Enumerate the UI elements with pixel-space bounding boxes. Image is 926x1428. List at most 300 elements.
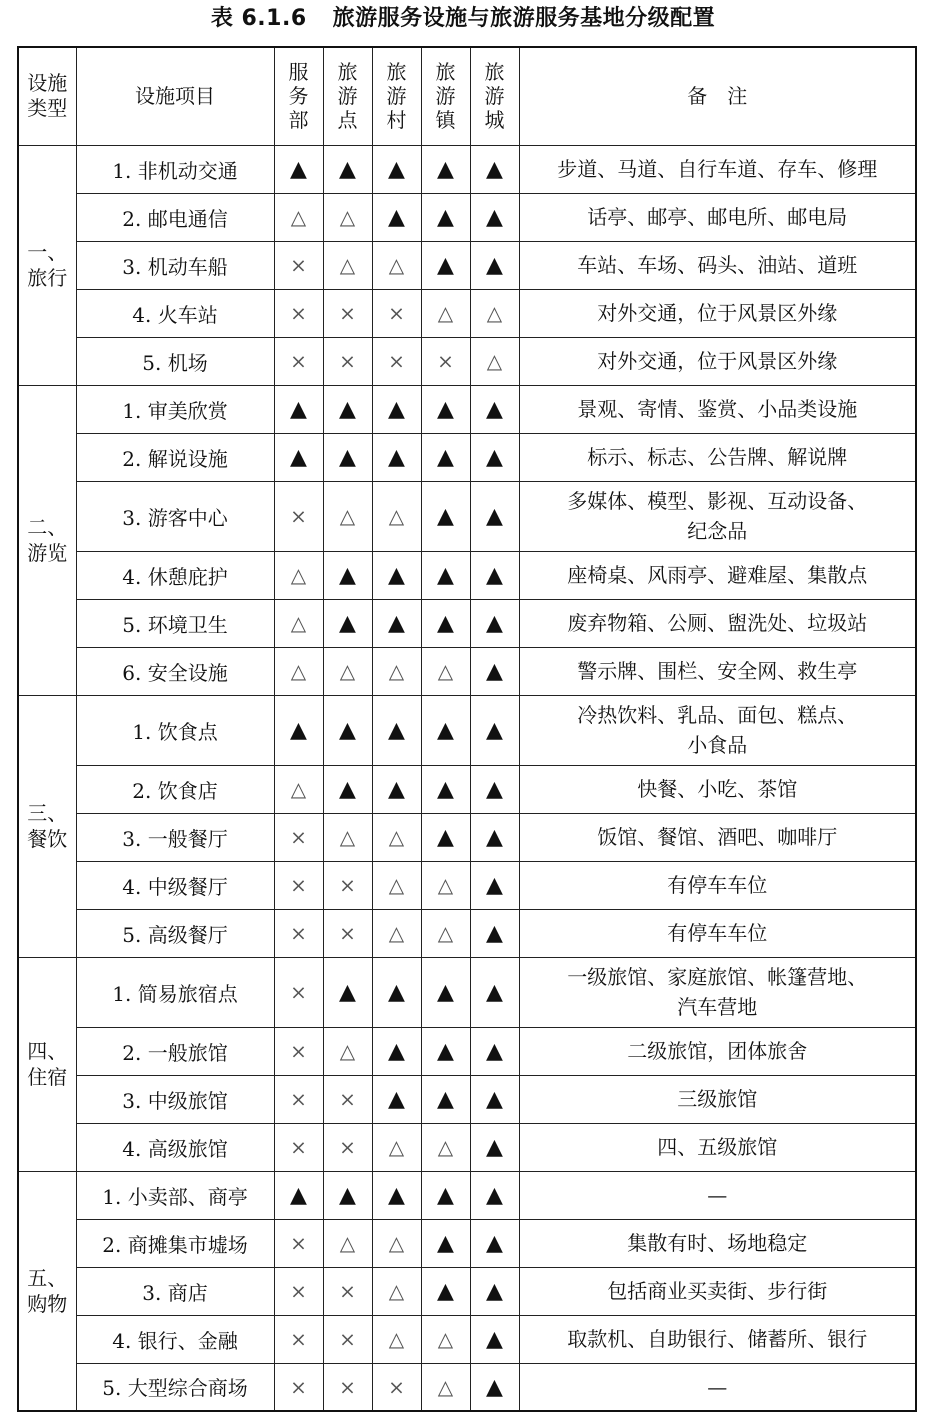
note-line: 一级旅馆、家庭旅馆、帐篷营地、 <box>567 965 868 989</box>
level-cell <box>274 813 323 861</box>
header-char: 旅 <box>484 60 505 85</box>
level-cell <box>372 599 421 647</box>
level-cell <box>470 599 519 647</box>
level-cell <box>372 861 421 909</box>
header-char: 游 <box>386 84 407 109</box>
table-row <box>18 241 916 289</box>
hollow-triangle-icon: △ <box>388 253 405 277</box>
level-cell <box>421 1171 470 1219</box>
header-char: 镇 <box>435 108 456 133</box>
filled-triangle-icon: ▲ <box>339 777 356 802</box>
cross-icon: × <box>339 1087 356 1111</box>
cross-icon: × <box>290 1087 307 1111</box>
level-cell <box>421 765 470 813</box>
table-row <box>18 957 916 1027</box>
level-cell <box>470 861 519 909</box>
level-cell <box>372 909 421 957</box>
level-cell <box>274 599 323 647</box>
hollow-triangle-icon: △ <box>388 825 405 849</box>
level-cell <box>470 1075 519 1123</box>
note-cell <box>519 1363 916 1411</box>
cross-icon: × <box>388 301 405 325</box>
level-cell <box>470 433 519 481</box>
filled-triangle-icon: ▲ <box>437 157 454 182</box>
hollow-triangle-icon: △ <box>437 659 454 683</box>
hollow-triangle-icon: △ <box>388 1327 405 1351</box>
level-cell <box>274 647 323 695</box>
filled-triangle-icon: ▲ <box>486 253 503 278</box>
header-level-tour-village <box>372 47 421 145</box>
level-cell <box>470 337 519 385</box>
table-row <box>18 813 916 861</box>
note-line: 二级旅馆，团体旅舍 <box>627 1039 808 1063</box>
header-char: 务 <box>288 84 309 109</box>
table-row <box>18 1171 916 1219</box>
facility-type-cell <box>18 957 76 1171</box>
hollow-triangle-icon: △ <box>437 1374 454 1399</box>
level-cell <box>323 1123 372 1171</box>
facility-item: 1. 审美欣赏 <box>76 385 274 433</box>
level-cell <box>323 695 372 765</box>
level-cell <box>274 1123 323 1171</box>
filled-triangle-icon: ▲ <box>388 718 405 743</box>
level-cell <box>372 481 421 551</box>
facility-item: 3. 游客中心 <box>76 481 274 551</box>
hollow-triangle-icon: △ <box>388 1231 405 1255</box>
filled-triangle-icon: ▲ <box>437 253 454 278</box>
level-cell <box>323 1267 372 1315</box>
table-number: 表 6.1.6 <box>210 6 307 31</box>
facility-item: 4. 火车站 <box>76 289 274 337</box>
hollow-triangle-icon: △ <box>290 611 307 635</box>
facility-item: 2. 邮电通信 <box>76 193 274 241</box>
level-cell <box>274 241 323 289</box>
filled-triangle-icon: ▲ <box>486 777 503 802</box>
table-row <box>18 193 916 241</box>
level-cell <box>470 1171 519 1219</box>
filled-triangle-icon: ▲ <box>486 921 503 946</box>
filled-triangle-icon: ▲ <box>437 980 454 1005</box>
filled-triangle-icon: ▲ <box>437 777 454 802</box>
level-cell <box>323 481 372 551</box>
filled-triangle-icon: ▲ <box>388 1183 405 1208</box>
filled-triangle-icon: ▲ <box>290 157 307 182</box>
level-cell <box>470 193 519 241</box>
filled-triangle-icon: ▲ <box>437 1231 454 1256</box>
level-cell <box>274 861 323 909</box>
facility-item: 5. 环境卫生 <box>76 599 274 647</box>
hollow-triangle-icon: △ <box>486 349 503 373</box>
header-char: 村 <box>386 108 407 133</box>
filled-triangle-icon: ▲ <box>437 397 454 422</box>
level-cell <box>274 551 323 599</box>
filled-triangle-icon: ▲ <box>437 1087 454 1112</box>
level-cell <box>372 1219 421 1267</box>
level-cell <box>323 337 372 385</box>
filled-triangle-icon: ▲ <box>486 659 503 684</box>
note-cell <box>519 433 916 481</box>
hollow-triangle-icon: △ <box>339 504 356 528</box>
level-cell <box>372 1363 421 1411</box>
filled-triangle-icon: ▲ <box>486 1279 503 1304</box>
level-cell <box>421 909 470 957</box>
hollow-triangle-icon: △ <box>437 921 454 945</box>
note-cell <box>519 337 916 385</box>
header-level-tour-city <box>470 47 519 145</box>
level-cell <box>421 145 470 193</box>
note-line: 对外交通，位于风景区外缘 <box>597 349 838 373</box>
level-cell <box>372 647 421 695</box>
level-cell <box>274 1363 323 1411</box>
level-cell <box>470 909 519 957</box>
level-cell <box>323 1171 372 1219</box>
cross-icon: × <box>339 349 356 373</box>
note-cell <box>519 241 916 289</box>
cross-icon: × <box>290 1135 307 1159</box>
note-cell <box>519 1219 916 1267</box>
cross-icon: × <box>290 1374 307 1399</box>
filled-triangle-icon: ▲ <box>437 445 454 470</box>
header-level-tour-town <box>421 47 470 145</box>
level-cell <box>274 193 323 241</box>
level-cell <box>274 957 323 1027</box>
table-row <box>18 765 916 813</box>
level-cell <box>323 1219 372 1267</box>
level-cell <box>323 957 372 1027</box>
level-cell <box>470 481 519 551</box>
note-line: 冷热饮料、乳品、面包、糕点、 <box>577 703 858 727</box>
note-cell <box>519 813 916 861</box>
level-cell <box>372 1075 421 1123</box>
filled-triangle-icon: ▲ <box>339 718 356 743</box>
level-cell <box>470 1123 519 1171</box>
facility-type-label: 五、 <box>27 1265 68 1290</box>
header-char: 游 <box>435 84 456 109</box>
note-cell <box>519 1123 916 1171</box>
facility-type-cell <box>18 1171 76 1411</box>
level-cell <box>372 385 421 433</box>
cross-icon: × <box>290 253 307 277</box>
level-cell <box>274 1315 323 1363</box>
table-row <box>18 861 916 909</box>
note-line: 步道、马道、自行车道、存车、修理 <box>557 157 878 181</box>
hollow-triangle-icon: △ <box>290 659 307 683</box>
level-cell <box>274 1075 323 1123</box>
level-cell <box>421 433 470 481</box>
cross-icon: × <box>339 921 356 945</box>
table-row <box>18 289 916 337</box>
note-line: 话亭、邮亭、邮电所、邮电局 <box>587 205 848 229</box>
hollow-triangle-icon: △ <box>339 825 356 849</box>
facility-item: 4. 银行、金融 <box>76 1315 274 1363</box>
table-row <box>18 337 916 385</box>
note-line: 对外交通，位于风景区外缘 <box>597 301 838 325</box>
filled-triangle-icon: ▲ <box>486 397 503 422</box>
level-cell <box>323 765 372 813</box>
note-line: 取款机、自助银行、储蓄所、银行 <box>567 1327 868 1351</box>
level-cell <box>372 813 421 861</box>
facility-type-label: 二、 <box>27 515 68 539</box>
filled-triangle-icon: ▲ <box>486 563 503 588</box>
level-cell <box>421 647 470 695</box>
filled-triangle-icon: ▲ <box>339 397 356 422</box>
filled-triangle-icon: ▲ <box>486 205 503 230</box>
note-line: 有停车车位 <box>667 873 768 897</box>
level-cell <box>470 241 519 289</box>
level-cell <box>421 1315 470 1363</box>
facility-item: 5. 机场 <box>76 337 274 385</box>
cross-icon: × <box>290 980 307 1004</box>
hollow-triangle-icon: △ <box>339 1231 356 1255</box>
note-line: 小食品 <box>687 733 748 757</box>
hollow-triangle-icon: △ <box>290 777 307 801</box>
level-cell <box>372 957 421 1027</box>
level-cell <box>372 1123 421 1171</box>
filled-triangle-icon: ▲ <box>290 1183 307 1208</box>
note-line: 包括商业买卖街、步行街 <box>607 1279 828 1303</box>
note-line: 饭馆、餐馆、酒吧、咖啡厅 <box>597 825 838 849</box>
cross-icon: × <box>290 873 307 897</box>
facility-type-label: 旅行 <box>27 266 68 290</box>
cross-icon: × <box>290 1231 307 1255</box>
filled-triangle-icon: ▲ <box>486 611 503 636</box>
header-type <box>18 47 76 145</box>
level-cell <box>274 145 323 193</box>
cross-icon: × <box>290 825 307 849</box>
facility-item: 3. 一般餐厅 <box>76 813 274 861</box>
cross-icon: × <box>290 504 307 528</box>
level-cell <box>323 599 372 647</box>
note-cell <box>519 193 916 241</box>
hollow-triangle-icon: △ <box>339 205 356 229</box>
level-cell <box>323 647 372 695</box>
filled-triangle-icon: ▲ <box>437 1279 454 1304</box>
level-cell <box>421 957 470 1027</box>
level-cell <box>470 695 519 765</box>
cross-icon: × <box>339 1374 356 1399</box>
level-cell <box>323 241 372 289</box>
filled-triangle-icon: ▲ <box>437 504 454 529</box>
note-line: 车站、车场、码头、油站、道班 <box>577 253 858 277</box>
header-note: 备 注 <box>519 47 916 145</box>
level-cell <box>470 957 519 1027</box>
hollow-triangle-icon: △ <box>339 659 356 683</box>
note-line: 多媒体、模型、影视、互动设备、 <box>567 489 868 513</box>
level-cell <box>372 1315 421 1363</box>
facility-type-cell <box>18 695 76 957</box>
level-cell <box>323 813 372 861</box>
level-cell <box>274 1219 323 1267</box>
facility-type-cell <box>18 385 76 695</box>
filled-triangle-icon: ▲ <box>388 563 405 588</box>
cross-icon: × <box>290 301 307 325</box>
header-char: 游 <box>484 84 505 109</box>
facility-item: 5. 大型综合商场 <box>76 1363 274 1411</box>
filled-triangle-icon: ▲ <box>486 718 503 743</box>
level-cell <box>421 1075 470 1123</box>
hollow-triangle-icon: △ <box>290 563 307 587</box>
table-row <box>18 1075 916 1123</box>
note-line: 座椅桌、风雨亭、避难屋、集散点 <box>567 563 868 587</box>
filled-triangle-icon: ▲ <box>437 205 454 230</box>
facility-item: 1. 饮食点 <box>76 695 274 765</box>
level-cell <box>372 551 421 599</box>
hollow-triangle-icon: △ <box>437 301 454 325</box>
header-type-line: 类型 <box>27 96 68 121</box>
level-cell <box>323 1075 372 1123</box>
note-cell <box>519 385 916 433</box>
note-line: 纪念品 <box>687 519 748 543</box>
header-char: 部 <box>288 108 309 133</box>
level-cell <box>323 1027 372 1075</box>
level-cell <box>470 1267 519 1315</box>
note-cell <box>519 1027 916 1075</box>
hollow-triangle-icon: △ <box>339 253 356 277</box>
header-char: 旅 <box>337 60 358 85</box>
cross-icon: × <box>388 1374 405 1399</box>
facility-type-label: 三、 <box>27 801 68 825</box>
level-cell <box>274 1027 323 1075</box>
level-cell <box>274 1267 323 1315</box>
header-char: 旅 <box>386 60 407 85</box>
hollow-triangle-icon: △ <box>437 873 454 897</box>
table-row <box>18 909 916 957</box>
filled-triangle-icon: ▲ <box>486 1183 503 1208</box>
table-row <box>18 695 916 765</box>
header-char: 点 <box>337 108 358 133</box>
note-cell <box>519 765 916 813</box>
level-cell <box>421 1123 470 1171</box>
level-cell <box>274 481 323 551</box>
header-char: 城 <box>484 108 505 133</box>
facility-type-label: 住宿 <box>27 1065 68 1089</box>
facility-item: 1. 简易旅宿点 <box>76 957 274 1027</box>
note-line: 标示、标志、公告牌、解说牌 <box>587 445 848 469</box>
filled-triangle-icon: ▲ <box>339 445 356 470</box>
level-cell <box>323 433 372 481</box>
table-body <box>18 145 916 1411</box>
note-cell <box>519 909 916 957</box>
level-cell <box>470 145 519 193</box>
filled-triangle-icon: ▲ <box>486 157 503 182</box>
note-cell <box>519 861 916 909</box>
filled-triangle-icon: ▲ <box>437 611 454 636</box>
filled-triangle-icon: ▲ <box>486 825 503 850</box>
table-row <box>18 1267 916 1315</box>
note-line: 有停车车位 <box>667 921 768 945</box>
level-cell <box>372 765 421 813</box>
filled-triangle-icon: ▲ <box>486 1231 503 1256</box>
facility-item: 4. 中级餐厅 <box>76 861 274 909</box>
facility-item: 2. 商摊集市墟场 <box>76 1219 274 1267</box>
note-cell <box>519 481 916 551</box>
level-cell <box>274 289 323 337</box>
filled-triangle-icon: ▲ <box>486 873 503 898</box>
level-cell <box>372 193 421 241</box>
level-cell <box>323 145 372 193</box>
level-cell <box>323 551 372 599</box>
table-row <box>18 1027 916 1075</box>
level-cell <box>421 193 470 241</box>
facility-item: 3. 商店 <box>76 1267 274 1315</box>
note-line: 警示牌、围栏、安全网、救生亭 <box>577 659 858 683</box>
hollow-triangle-icon: △ <box>388 659 405 683</box>
level-cell <box>421 337 470 385</box>
header-row <box>18 47 916 145</box>
facility-item: 1. 非机动交通 <box>76 145 274 193</box>
cross-icon: × <box>290 1279 307 1303</box>
level-cell <box>274 433 323 481</box>
level-cell <box>372 337 421 385</box>
header-char: 服 <box>288 60 309 85</box>
filled-triangle-icon: ▲ <box>388 445 405 470</box>
level-cell <box>421 241 470 289</box>
filled-triangle-icon: ▲ <box>339 157 356 182</box>
level-cell <box>372 433 421 481</box>
level-cell <box>421 599 470 647</box>
facility-item: 5. 高级餐厅 <box>76 909 274 957</box>
hollow-triangle-icon: △ <box>388 873 405 897</box>
cross-icon: × <box>388 349 405 373</box>
note-line: 快餐、小吃、茶馆 <box>637 777 798 801</box>
level-cell <box>323 1363 372 1411</box>
level-cell <box>274 695 323 765</box>
level-cell <box>372 145 421 193</box>
hollow-triangle-icon: △ <box>339 1039 356 1063</box>
hollow-triangle-icon: △ <box>290 205 307 229</box>
hollow-triangle-icon: △ <box>388 921 405 945</box>
level-cell <box>470 551 519 599</box>
level-cell <box>421 813 470 861</box>
level-cell <box>470 1027 519 1075</box>
note-cell <box>519 1171 916 1219</box>
filled-triangle-icon: ▲ <box>290 397 307 422</box>
filled-triangle-icon: ▲ <box>437 1183 454 1208</box>
level-cell <box>421 1363 470 1411</box>
table-row <box>18 385 916 433</box>
level-cell <box>421 695 470 765</box>
level-cell <box>323 193 372 241</box>
level-cell <box>323 861 372 909</box>
level-cell <box>470 647 519 695</box>
hollow-triangle-icon: △ <box>486 301 503 325</box>
table-row <box>18 1123 916 1171</box>
level-cell <box>323 289 372 337</box>
hollow-triangle-icon: △ <box>388 1279 405 1303</box>
table-row <box>18 647 916 695</box>
filled-triangle-icon: ▲ <box>437 1039 454 1064</box>
table-row <box>18 1315 916 1363</box>
filled-triangle-icon: ▲ <box>486 445 503 470</box>
level-cell <box>470 1315 519 1363</box>
cross-icon: × <box>339 1327 356 1351</box>
table-row <box>18 551 916 599</box>
level-cell <box>421 385 470 433</box>
facility-item: 2. 饮食店 <box>76 765 274 813</box>
cross-icon: × <box>290 921 307 945</box>
filled-triangle-icon: ▲ <box>486 1327 503 1352</box>
filled-triangle-icon: ▲ <box>388 157 405 182</box>
note-cell <box>519 1075 916 1123</box>
level-cell <box>421 289 470 337</box>
level-cell <box>372 241 421 289</box>
note-cell <box>519 289 916 337</box>
note-line: 三级旅馆 <box>677 1087 758 1111</box>
level-cell <box>421 551 470 599</box>
facility-type-label: 购物 <box>27 1291 68 1316</box>
filled-triangle-icon: ▲ <box>388 611 405 636</box>
level-cell <box>470 1363 519 1411</box>
